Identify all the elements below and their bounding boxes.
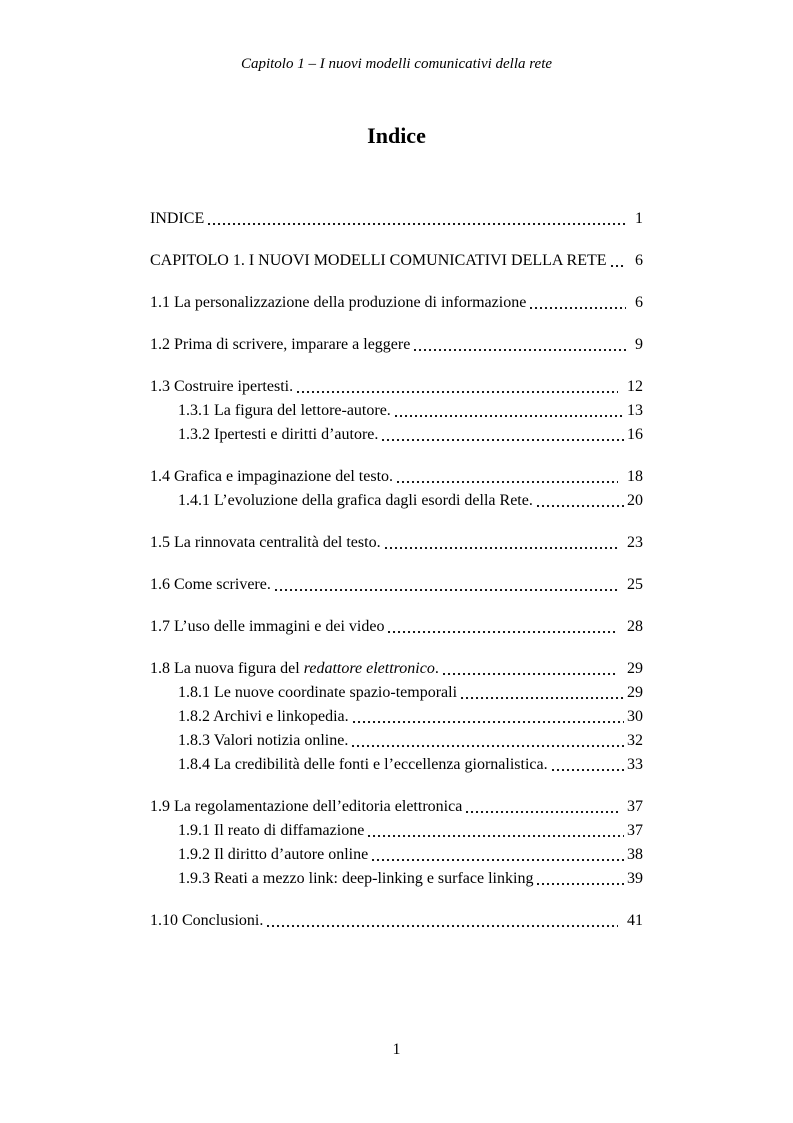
toc-page-number: 12 bbox=[627, 378, 643, 395]
toc-leader-dots bbox=[440, 657, 620, 681]
toc-leader-dots bbox=[392, 399, 626, 423]
page-title: Indice bbox=[367, 123, 426, 148]
toc-entry-text: 1.8.1 Le nuove coordinate spazio-temporali bbox=[178, 684, 458, 701]
toc-page-number: 23 bbox=[627, 534, 643, 551]
toc-leader-dots bbox=[463, 795, 620, 819]
toc-entry-text: 1.9.1 Il reato di diffamazione bbox=[178, 822, 365, 839]
toc-leader-dots bbox=[608, 249, 628, 273]
toc-entry bbox=[150, 819, 643, 843]
toc-entry bbox=[150, 465, 643, 489]
toc-leader-dots bbox=[365, 819, 626, 843]
toc-entry bbox=[150, 423, 643, 447]
toc-leader-dots bbox=[385, 615, 620, 639]
toc-entry bbox=[150, 399, 643, 423]
toc-page-number: 41 bbox=[627, 912, 643, 929]
toc-page-number: 20 bbox=[627, 492, 643, 509]
toc-leader-dots bbox=[379, 423, 626, 447]
toc-leader-dots bbox=[264, 909, 620, 933]
toc-page-number: 1 bbox=[635, 210, 643, 227]
toc-page-number: 13 bbox=[627, 402, 643, 419]
toc-entry-text: 1.2 Prima di scrivere, imparare a leggere bbox=[150, 336, 411, 353]
toc-page-number: 6 bbox=[635, 252, 643, 269]
toc-entry-text: 1.8 La nuova figura del redattore elettronico. bbox=[150, 660, 439, 677]
toc-entry bbox=[150, 207, 643, 231]
toc-entry bbox=[150, 729, 643, 753]
toc-page-number: 37 bbox=[627, 798, 643, 815]
toc-page-number: 29 bbox=[627, 660, 643, 677]
toc-entry bbox=[150, 333, 643, 357]
toc-leader-dots bbox=[411, 333, 628, 357]
toc-entry-text: 1.5 La rinnovata centralità del testo. bbox=[150, 534, 381, 551]
toc-entry bbox=[150, 531, 643, 555]
toc-entry-text: 1.6 Come scrivere. bbox=[150, 576, 271, 593]
toc-entry bbox=[150, 843, 643, 867]
toc-entry-text: 1.10 Conclusioni. bbox=[150, 912, 264, 929]
toc-leader-dots bbox=[534, 489, 626, 513]
toc-page-number: 30 bbox=[627, 708, 643, 725]
toc-entry bbox=[150, 795, 643, 819]
toc-leader-dots bbox=[527, 291, 628, 315]
toc-entry bbox=[150, 867, 643, 891]
toc-entry bbox=[150, 249, 643, 273]
toc-leader-dots bbox=[205, 207, 628, 231]
toc-entry-text: 1.4 Grafica e impaginazione del testo. bbox=[150, 468, 394, 485]
toc-entry bbox=[150, 657, 643, 681]
toc-leader-dots bbox=[272, 573, 620, 597]
toc-leader-dots bbox=[349, 729, 626, 753]
toc-leader-dots bbox=[294, 375, 620, 399]
toc-leader-dots bbox=[394, 465, 620, 489]
toc-entry-text: INDICE bbox=[150, 210, 205, 227]
toc-entry-text: 1.1 La personalizzazione della produzione di informazione bbox=[150, 294, 527, 311]
footer-page-number: 1 bbox=[392, 1041, 401, 1058]
toc-entry-text: 1.8.3 Valori notizia online. bbox=[178, 732, 349, 749]
toc-entry-text: 1.9.3 Reati a mezzo link: deep-linking e surface linking bbox=[178, 870, 534, 887]
toc-entry bbox=[150, 489, 643, 513]
toc-page-number: 18 bbox=[627, 468, 643, 485]
toc-entry bbox=[150, 909, 643, 933]
toc-page-number: 6 bbox=[635, 294, 643, 311]
toc-leader-dots bbox=[458, 681, 626, 705]
toc-page-number: 32 bbox=[627, 732, 643, 749]
toc-entry-text: CAPITOLO 1. I NUOVI MODELLI COMUNICATIVI DELLA RETE bbox=[150, 252, 607, 269]
toc-entry bbox=[150, 573, 643, 597]
toc-entry-text: 1.7 L’uso delle immagini e dei video bbox=[150, 618, 385, 635]
toc-entry bbox=[150, 375, 643, 399]
toc-page-number: 33 bbox=[627, 756, 643, 773]
running-header: Capitolo 1 – I nuovi modelli comunicativi della rete bbox=[240, 56, 553, 72]
toc-entry-text: 1.9.2 Il diritto d’autore online bbox=[178, 846, 369, 863]
toc-leader-dots bbox=[382, 531, 620, 555]
table-of-contents bbox=[150, 207, 643, 933]
toc-leader-dots bbox=[350, 705, 626, 729]
toc-entry bbox=[150, 753, 643, 777]
toc-entry bbox=[150, 291, 643, 315]
toc-entry-text: 1.8.2 Archivi e linkopedia. bbox=[178, 708, 349, 725]
toc-page-number: 9 bbox=[635, 336, 643, 353]
toc-leader-dots bbox=[549, 753, 626, 777]
toc-entry-text: 1.3 Costruire ipertesti. bbox=[150, 378, 294, 395]
toc-page-number: 16 bbox=[627, 426, 643, 443]
toc-page-number: 37 bbox=[627, 822, 643, 839]
toc-page-number: 28 bbox=[627, 618, 643, 635]
toc-entry bbox=[150, 681, 643, 705]
toc-leader-dots bbox=[534, 867, 626, 891]
toc-entry bbox=[150, 615, 643, 639]
toc-page-number: 29 bbox=[627, 684, 643, 701]
toc-entry-text: 1.9 La regolamentazione dell’editoria elettronica bbox=[150, 798, 463, 815]
toc-entry bbox=[150, 705, 643, 729]
toc-entry-text: 1.3.1 La figura del lettore-autore. bbox=[178, 402, 391, 419]
toc-page-number: 25 bbox=[627, 576, 643, 593]
toc-entry-text: 1.4.1 L’evoluzione della grafica dagli esordi della Rete. bbox=[178, 492, 533, 509]
toc-entry-text: 1.8.4 La credibilità delle fonti e l’eccellenza giornalistica. bbox=[178, 756, 548, 773]
toc-page-number: 39 bbox=[627, 870, 643, 887]
toc-entry-text: 1.3.2 Ipertesti e diritti d’autore. bbox=[178, 426, 379, 443]
toc-page-number: 38 bbox=[627, 846, 643, 863]
toc-leader-dots bbox=[369, 843, 626, 867]
